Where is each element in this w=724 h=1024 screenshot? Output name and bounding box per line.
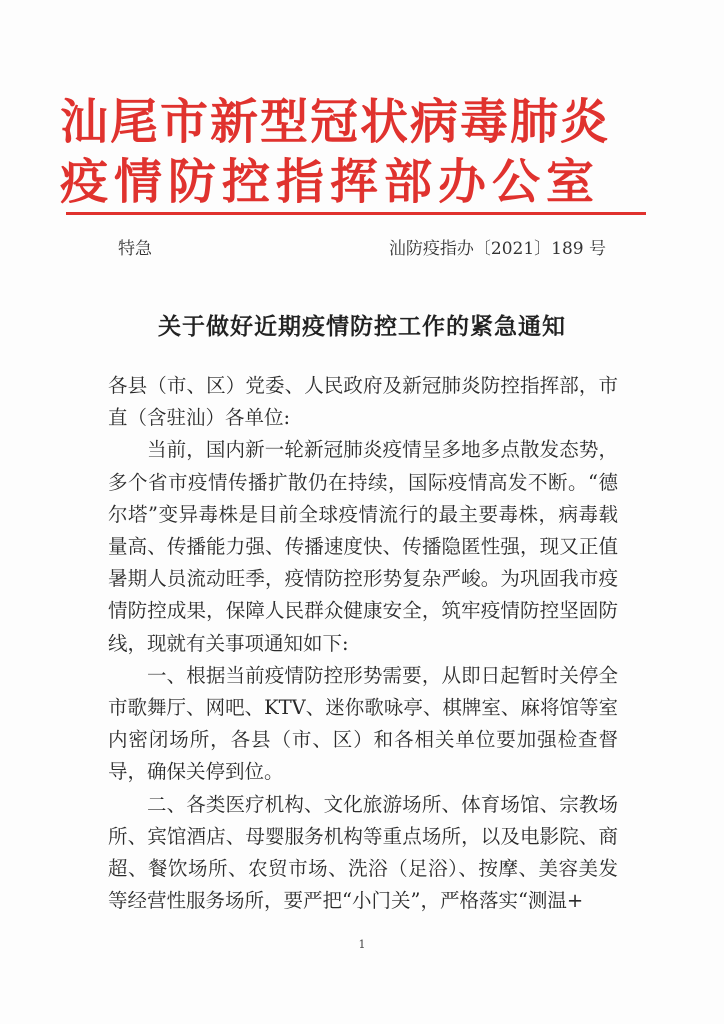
issuing-org-line-2: 疫情防控指挥部办公室 xyxy=(60,154,601,210)
document-title: 关于做好近期疫情防控工作的紧急通知 xyxy=(158,313,566,340)
document-body xyxy=(108,370,618,917)
salutation: 各县（市、区）党委、人民政府及新冠肺炎防控指挥部，市直（含驻汕）各单位: xyxy=(108,374,618,430)
body-paragraph: 一、根据当前疫情防控形势需要，从即日起暂时关停全市歌舞厅、网吧、KTV、迷你歌咏亭、棋牌室、麻将馆等室内密闭场所，各县（市、区）和各相关单位要加强检查督导，确保关停到位。 xyxy=(108,663,618,784)
red-header-rule xyxy=(66,212,646,215)
page-number: 1 xyxy=(358,938,366,951)
urgency-label: 特急 xyxy=(118,239,152,259)
document-number: 汕防疫指办〔2021〕189 号 xyxy=(388,239,606,259)
issuing-org-line-1: 汕尾市新型冠状病毒肺炎 xyxy=(60,94,611,150)
body-paragraph: 当前，国内新一轮新冠肺炎疫情呈多地多点散发态势，多个省市疫情传播扩散仍在持续，国际疫情高发不断。“德尔塔”变异毒株是目前全球疫情流行的最主要毒株，病毒载量高、传播能力强、传播速度快、传播隐匿性强，现又正值暑期人员流动旺季，疫情防控形势复杂严峻。为巩固我市疫情防控成果，保障人民群众健康安全，筑牢疫情防控坚固防线，现就有关事项通知如下: xyxy=(108,438,618,655)
body-paragraph: 二、各类医疗机构、文化旅游场所、体育场馆、宗教场所、宾馆酒店、母婴服务机构等重点场所，以及电影院、商超、餐饮场所、农贸市场、洗浴（足浴）、按摩、美容美发等经营性服务场所，要严把“小门关”，严格落实“测温+ xyxy=(108,792,618,913)
